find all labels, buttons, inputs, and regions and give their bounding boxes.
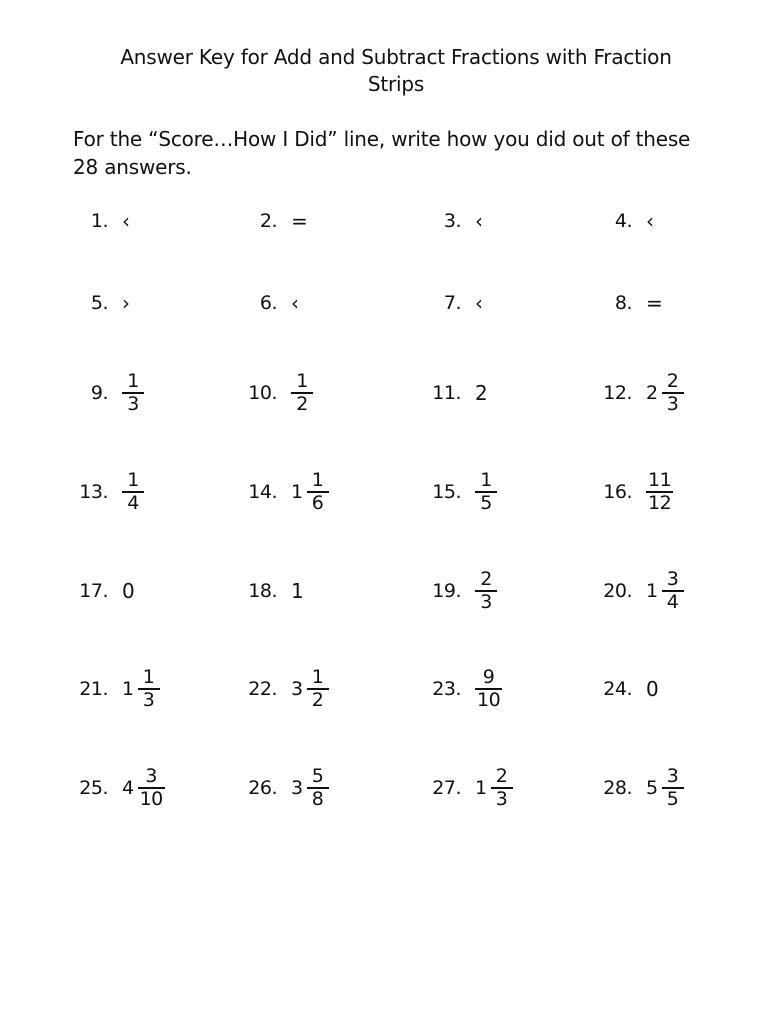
fraction-denominator: 10 (477, 688, 501, 711)
answer-text: ‹ (122, 209, 130, 233)
answer-value (122, 291, 130, 315)
answer-text: ‹ (291, 291, 299, 315)
question-number: 24. (603, 678, 632, 700)
answer-value (646, 209, 654, 233)
question-number: 20. (603, 580, 632, 602)
answer-item (72, 664, 160, 714)
fraction (138, 667, 160, 711)
answer-item (241, 664, 329, 714)
fraction (475, 667, 502, 711)
answer-text: ‹ (475, 209, 483, 233)
question-number: 19. (432, 580, 461, 602)
fraction (662, 569, 684, 613)
whole-number: 3 (291, 777, 303, 799)
fraction-denominator: 3 (495, 787, 508, 810)
answer-value (291, 579, 303, 603)
whole-number: 3 (291, 678, 303, 700)
question-number: 12. (603, 382, 632, 404)
question-number: 16. (603, 481, 632, 503)
fraction-numerator: 3 (666, 568, 679, 591)
fraction (138, 766, 165, 810)
whole-number: 1 (122, 678, 134, 700)
answer-item (72, 368, 144, 418)
whole-number: 1 (646, 580, 658, 602)
answer-item (425, 763, 513, 813)
answer-value (122, 209, 130, 233)
fraction-numerator: 1 (311, 666, 324, 689)
answer-value (291, 291, 299, 315)
question-number: 26. (248, 777, 277, 799)
fraction (307, 766, 329, 810)
question-number: 5. (90, 292, 108, 314)
fraction-numerator: 1 (127, 370, 139, 393)
fraction-numerator: 1 (311, 469, 324, 492)
answer-value (475, 291, 483, 315)
fraction (475, 470, 497, 514)
answer-item (596, 368, 684, 418)
fraction-numerator: 3 (666, 765, 679, 788)
question-number: 6. (259, 292, 277, 314)
answer-item (596, 664, 658, 714)
answer-value (646, 569, 684, 613)
answer-text: 2 (475, 381, 488, 405)
fraction (122, 371, 144, 415)
answer-item (596, 763, 684, 813)
fraction-numerator: 9 (482, 666, 495, 689)
fraction (122, 470, 144, 514)
question-number: 1. (90, 210, 108, 232)
answer-value (475, 209, 483, 233)
question-number: 21. (79, 678, 108, 700)
fraction-numerator: 2 (666, 370, 679, 393)
page-title: Answer Key for Add and Subtract Fractions with Fraction Strips (120, 45, 672, 96)
answer-text: 0 (122, 579, 135, 603)
fraction-numerator: 2 (480, 568, 492, 591)
question-number: 13. (79, 481, 108, 503)
question-number: 14. (248, 481, 277, 503)
answer-item (241, 467, 329, 517)
answer-value (291, 209, 307, 233)
answer-value (122, 371, 144, 415)
answer-item (72, 566, 134, 616)
answer-item (425, 566, 497, 616)
fraction-denominator: 2 (311, 688, 324, 711)
answer-text: = (646, 291, 663, 315)
question-number: 27. (432, 777, 461, 799)
fraction-numerator: 1 (480, 469, 492, 492)
answer-value (475, 667, 502, 711)
fraction-denominator: 12 (648, 491, 672, 514)
fraction (662, 766, 684, 810)
answer-value (122, 579, 134, 603)
answer-item (425, 368, 487, 418)
answer-value (122, 766, 165, 810)
answer-item (241, 368, 313, 418)
answer-text: › (122, 291, 130, 315)
answer-value (646, 470, 673, 514)
answer-item (425, 196, 483, 246)
answer-item (425, 278, 483, 328)
question-number: 11. (432, 382, 461, 404)
question-number: 10. (248, 382, 277, 404)
answer-item (596, 467, 673, 517)
fraction-denominator: 5 (480, 491, 492, 514)
answer-item (596, 566, 684, 616)
fraction (491, 766, 513, 810)
fraction-denominator: 3 (142, 688, 155, 711)
fraction-numerator: 3 (145, 765, 157, 788)
answer-value (122, 667, 160, 711)
question-number: 17. (79, 580, 108, 602)
fraction-denominator: 3 (666, 392, 679, 415)
fraction-numerator: 2 (495, 765, 508, 788)
fraction-denominator: 8 (311, 787, 324, 810)
answer-item (241, 196, 307, 246)
fraction-numerator: 1 (296, 370, 308, 393)
fraction (307, 470, 329, 514)
question-number: 15. (432, 481, 461, 503)
answer-value (291, 371, 313, 415)
whole-number: 5 (646, 777, 658, 799)
question-number: 25. (79, 777, 108, 799)
answer-value (122, 470, 144, 514)
answer-item (596, 278, 662, 328)
answer-item (241, 566, 303, 616)
answer-item (425, 664, 502, 714)
fraction-denominator: 4 (127, 491, 139, 514)
answer-item (425, 467, 497, 517)
fraction-denominator: 3 (480, 590, 492, 613)
answer-item (72, 763, 165, 813)
answer-item (241, 278, 299, 328)
answer-text: ‹ (646, 209, 654, 233)
answer-value (475, 569, 497, 613)
whole-number: 1 (475, 777, 487, 799)
question-number: 8. (614, 292, 632, 314)
answer-value (475, 766, 513, 810)
answer-value (646, 677, 658, 701)
answer-value (646, 766, 684, 810)
answer-value (475, 470, 497, 514)
fraction (646, 470, 673, 514)
fraction (475, 569, 497, 613)
fraction-denominator: 3 (127, 392, 139, 415)
whole-number: 2 (646, 382, 658, 404)
answer-item (72, 196, 130, 246)
answer-value (646, 291, 662, 315)
question-number: 3. (443, 210, 461, 232)
whole-number: 4 (122, 777, 134, 799)
answer-item (241, 763, 329, 813)
fraction-denominator: 10 (139, 787, 163, 810)
answer-item (596, 196, 654, 246)
answer-value (291, 470, 329, 514)
answer-value (475, 381, 487, 405)
fraction (662, 371, 684, 415)
question-number: 4. (614, 210, 632, 232)
answer-item (72, 467, 144, 517)
question-number: 22. (248, 678, 277, 700)
question-number: 28. (603, 777, 632, 799)
whole-number: 1 (291, 481, 303, 503)
question-number: 18. (248, 580, 277, 602)
fraction-numerator: 1 (127, 469, 139, 492)
fraction-numerator: 5 (311, 765, 324, 788)
fraction-numerator: 1 (142, 666, 155, 689)
answer-text: 1 (291, 579, 304, 603)
answer-text: 0 (646, 677, 659, 701)
fraction-denominator: 2 (296, 392, 308, 415)
fraction-numerator: 11 (648, 469, 672, 492)
answer-text: = (291, 209, 308, 233)
fraction-denominator: 4 (666, 590, 679, 613)
question-number: 9. (90, 382, 108, 404)
answer-value (291, 667, 329, 711)
fraction-denominator: 6 (311, 491, 324, 514)
question-number: 7. (443, 292, 461, 314)
instructions-text: For the “Score…How I Did” line, write how you did out of these 28 answers. (73, 127, 691, 179)
fraction-denominator: 5 (666, 787, 679, 810)
answer-value (646, 371, 684, 415)
fraction (307, 667, 329, 711)
answer-text: ‹ (475, 291, 483, 315)
fraction (291, 371, 313, 415)
question-number: 2. (259, 210, 277, 232)
answer-item (72, 278, 130, 328)
answer-value (291, 766, 329, 810)
question-number: 23. (432, 678, 461, 700)
